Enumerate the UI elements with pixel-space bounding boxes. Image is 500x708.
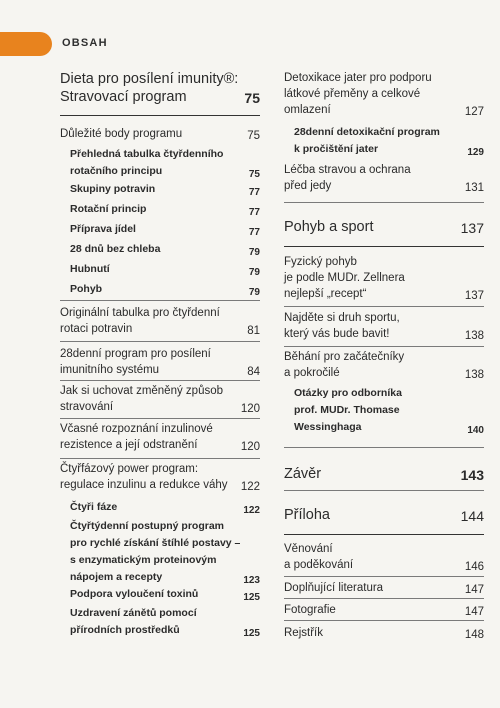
toc-entry-title: Čtyřfázový power program: regulace inzulinu a redukce váhy	[60, 463, 228, 491]
toc-entry-title: Včasné rozpoznání inzulinové rezistence a její odstranění	[60, 423, 213, 451]
toc-entry-title: Rejstřík	[284, 627, 323, 639]
divider	[284, 598, 484, 599]
toc-entry-title: Podpora vyloučení toxinů	[70, 588, 199, 600]
toc-entry-title: Doplňující literatura	[284, 582, 384, 594]
toc-subentry[interactable]	[70, 281, 260, 298]
toc-entry[interactable]	[284, 349, 484, 381]
toc-entry[interactable]	[284, 580, 484, 596]
divider	[284, 306, 484, 307]
toc-subentry[interactable]	[70, 181, 260, 198]
toc-entry-page: 125	[243, 592, 260, 603]
toc-entry-title: Čtyři fáze	[70, 501, 118, 513]
toc-entry-title: Důležité body programu	[60, 128, 183, 140]
divider	[284, 447, 484, 448]
toc-entry-title: Dieta pro posílení imunity®: Stravovací program	[60, 71, 239, 105]
toc-subentry[interactable]	[70, 241, 260, 258]
toc-entry-title: Příloha	[284, 507, 330, 523]
divider	[284, 576, 484, 577]
toc-entry-title: Skupiny potravin	[70, 183, 156, 195]
toc-entry-page: 147	[464, 584, 484, 596]
toc-entry-title: Přehledná tabulka čtyřdenního rotačního principu	[70, 148, 224, 177]
toc-entry-main[interactable]	[60, 70, 260, 106]
toc-entry-title: 28denní detoxikační program k pročištění jater	[294, 126, 440, 155]
toc-entry-main[interactable]	[284, 218, 484, 236]
toc-entry-title: Čtyřtýdenní postupný program pro rychlé získání štíhlé postavy – s enzymatickým proteinovým nápojem a recepty	[70, 520, 241, 583]
divider	[284, 202, 484, 203]
toc-entry-main[interactable]	[284, 465, 484, 483]
toc-entry-page: 131	[464, 182, 484, 194]
toc-entry-title: 28denní program pro posílení imunitního systému	[60, 348, 211, 376]
divider	[60, 458, 260, 459]
toc-entry[interactable]	[284, 541, 484, 573]
toc-entry-page: 79	[248, 287, 260, 298]
toc-entry-title: Pohyb a sport	[284, 219, 374, 235]
toc-entry-page: 138	[464, 330, 484, 342]
toc-entry-title: Hubnutí	[70, 263, 110, 275]
toc-entry-title: Příprava jídel	[70, 223, 136, 235]
toc-entry[interactable]	[60, 383, 260, 415]
toc-entry-page: 148	[464, 629, 484, 641]
toc-entry-title: Pohyb	[70, 283, 103, 295]
toc-entry-page: 120	[240, 441, 260, 453]
toc-entry-title: Fyzický pohyb je podle MUDr. Zellnera nejlepší „recept“	[284, 256, 405, 300]
toc-subentry[interactable]	[70, 518, 260, 586]
divider	[60, 115, 260, 116]
toc-entry[interactable]	[284, 162, 484, 194]
toc-entry-main[interactable]	[284, 506, 484, 524]
toc-entry[interactable]	[284, 310, 484, 342]
toc-entry[interactable]	[60, 305, 260, 337]
toc-subentry[interactable]	[70, 221, 260, 238]
toc-entry-page: 79	[248, 247, 260, 258]
toc-entry[interactable]	[284, 625, 484, 641]
toc-entry-title: Detoxikace jater pro podporu látkové přeměny a celkové omlazení	[284, 72, 432, 116]
divider	[60, 380, 260, 381]
divider	[60, 300, 260, 301]
toc-entry-page: 120	[240, 403, 260, 415]
toc-subentry[interactable]	[294, 124, 484, 158]
divider	[60, 341, 260, 342]
toc-subentry[interactable]	[70, 499, 260, 516]
toc-entry-page: 127	[464, 106, 484, 118]
toc-entry-title: Závěr	[284, 466, 322, 482]
toc-entry-page: 122	[243, 505, 260, 516]
toc-entry-page: 138	[464, 369, 484, 381]
toc-entry-title: Fotografie	[284, 604, 336, 616]
toc-entry-page: 137	[464, 290, 484, 302]
toc-subentry[interactable]	[70, 261, 260, 278]
divider	[60, 418, 260, 419]
divider	[284, 246, 484, 247]
toc-entry-page: 129	[467, 147, 484, 158]
toc-entry[interactable]	[60, 461, 260, 493]
divider	[284, 620, 484, 621]
toc-entry-page: 75	[247, 130, 260, 142]
toc-entry-title: Originální tabulka pro čtyřdenní rotaci potravin	[60, 307, 220, 335]
toc-entry-page: 140	[467, 425, 484, 436]
toc-entry-page: 81	[247, 325, 260, 337]
toc-entry-page: 75	[244, 90, 260, 106]
toc-subentry[interactable]	[70, 586, 260, 603]
toc-entry-page: 147	[464, 606, 484, 618]
toc-entry-page: 77	[248, 227, 260, 238]
divider	[284, 346, 484, 347]
divider	[284, 534, 484, 535]
toc-entry-page: 75	[248, 169, 260, 180]
toc-entry-title: Najděte si druh sportu, který vás bude bavit!	[284, 312, 400, 340]
toc-entry[interactable]	[60, 126, 260, 142]
divider	[284, 490, 484, 491]
toc-entry[interactable]	[60, 346, 260, 378]
toc-subentry[interactable]	[294, 385, 484, 436]
toc-entry-page: 77	[248, 187, 260, 198]
page-header: OBSAH	[62, 37, 108, 49]
toc-entry-page: 79	[248, 267, 260, 278]
toc-entry-page: 146	[464, 561, 484, 573]
toc-entry[interactable]	[284, 602, 484, 618]
toc-entry-page: 125	[243, 628, 260, 639]
toc-subentry[interactable]	[70, 201, 260, 218]
toc-entry[interactable]	[60, 421, 260, 453]
toc-entry-page: 143	[460, 467, 484, 483]
toc-entry-page: 144	[460, 508, 484, 524]
toc-entry[interactable]	[284, 70, 484, 118]
toc-entry-page: 123	[243, 575, 260, 586]
toc-entry-title: Běhání pro začátečníky a pokročilé	[284, 351, 405, 379]
toc-subentry[interactable]	[70, 146, 260, 180]
toc-entry-page: 122	[240, 481, 260, 493]
toc-entry-page: 84	[247, 366, 260, 378]
orange-tab-marker	[0, 32, 52, 56]
toc-entry-title: Rotační princip	[70, 203, 147, 215]
toc-entry-page: 77	[248, 207, 260, 218]
toc-entry-title: Otázky pro odborníka prof. MUDr. Thomase Wessinghaga	[294, 387, 402, 433]
toc-entry-title: Uzdravení zánětů pomocí přírodních prostředků	[70, 607, 197, 636]
toc-entry-page: 137	[460, 220, 484, 236]
toc-entry-title: 28 dnů bez chleba	[70, 243, 161, 255]
toc-entry-title: Jak si uchovat změněný způsob stravování	[60, 385, 224, 413]
toc-entry[interactable]	[284, 254, 484, 302]
toc-subentry[interactable]	[70, 605, 260, 639]
toc-entry-title: Léčba stravou a ochrana před jedy	[284, 164, 411, 192]
toc-entry-title: Věnování a poděkování	[284, 543, 354, 571]
